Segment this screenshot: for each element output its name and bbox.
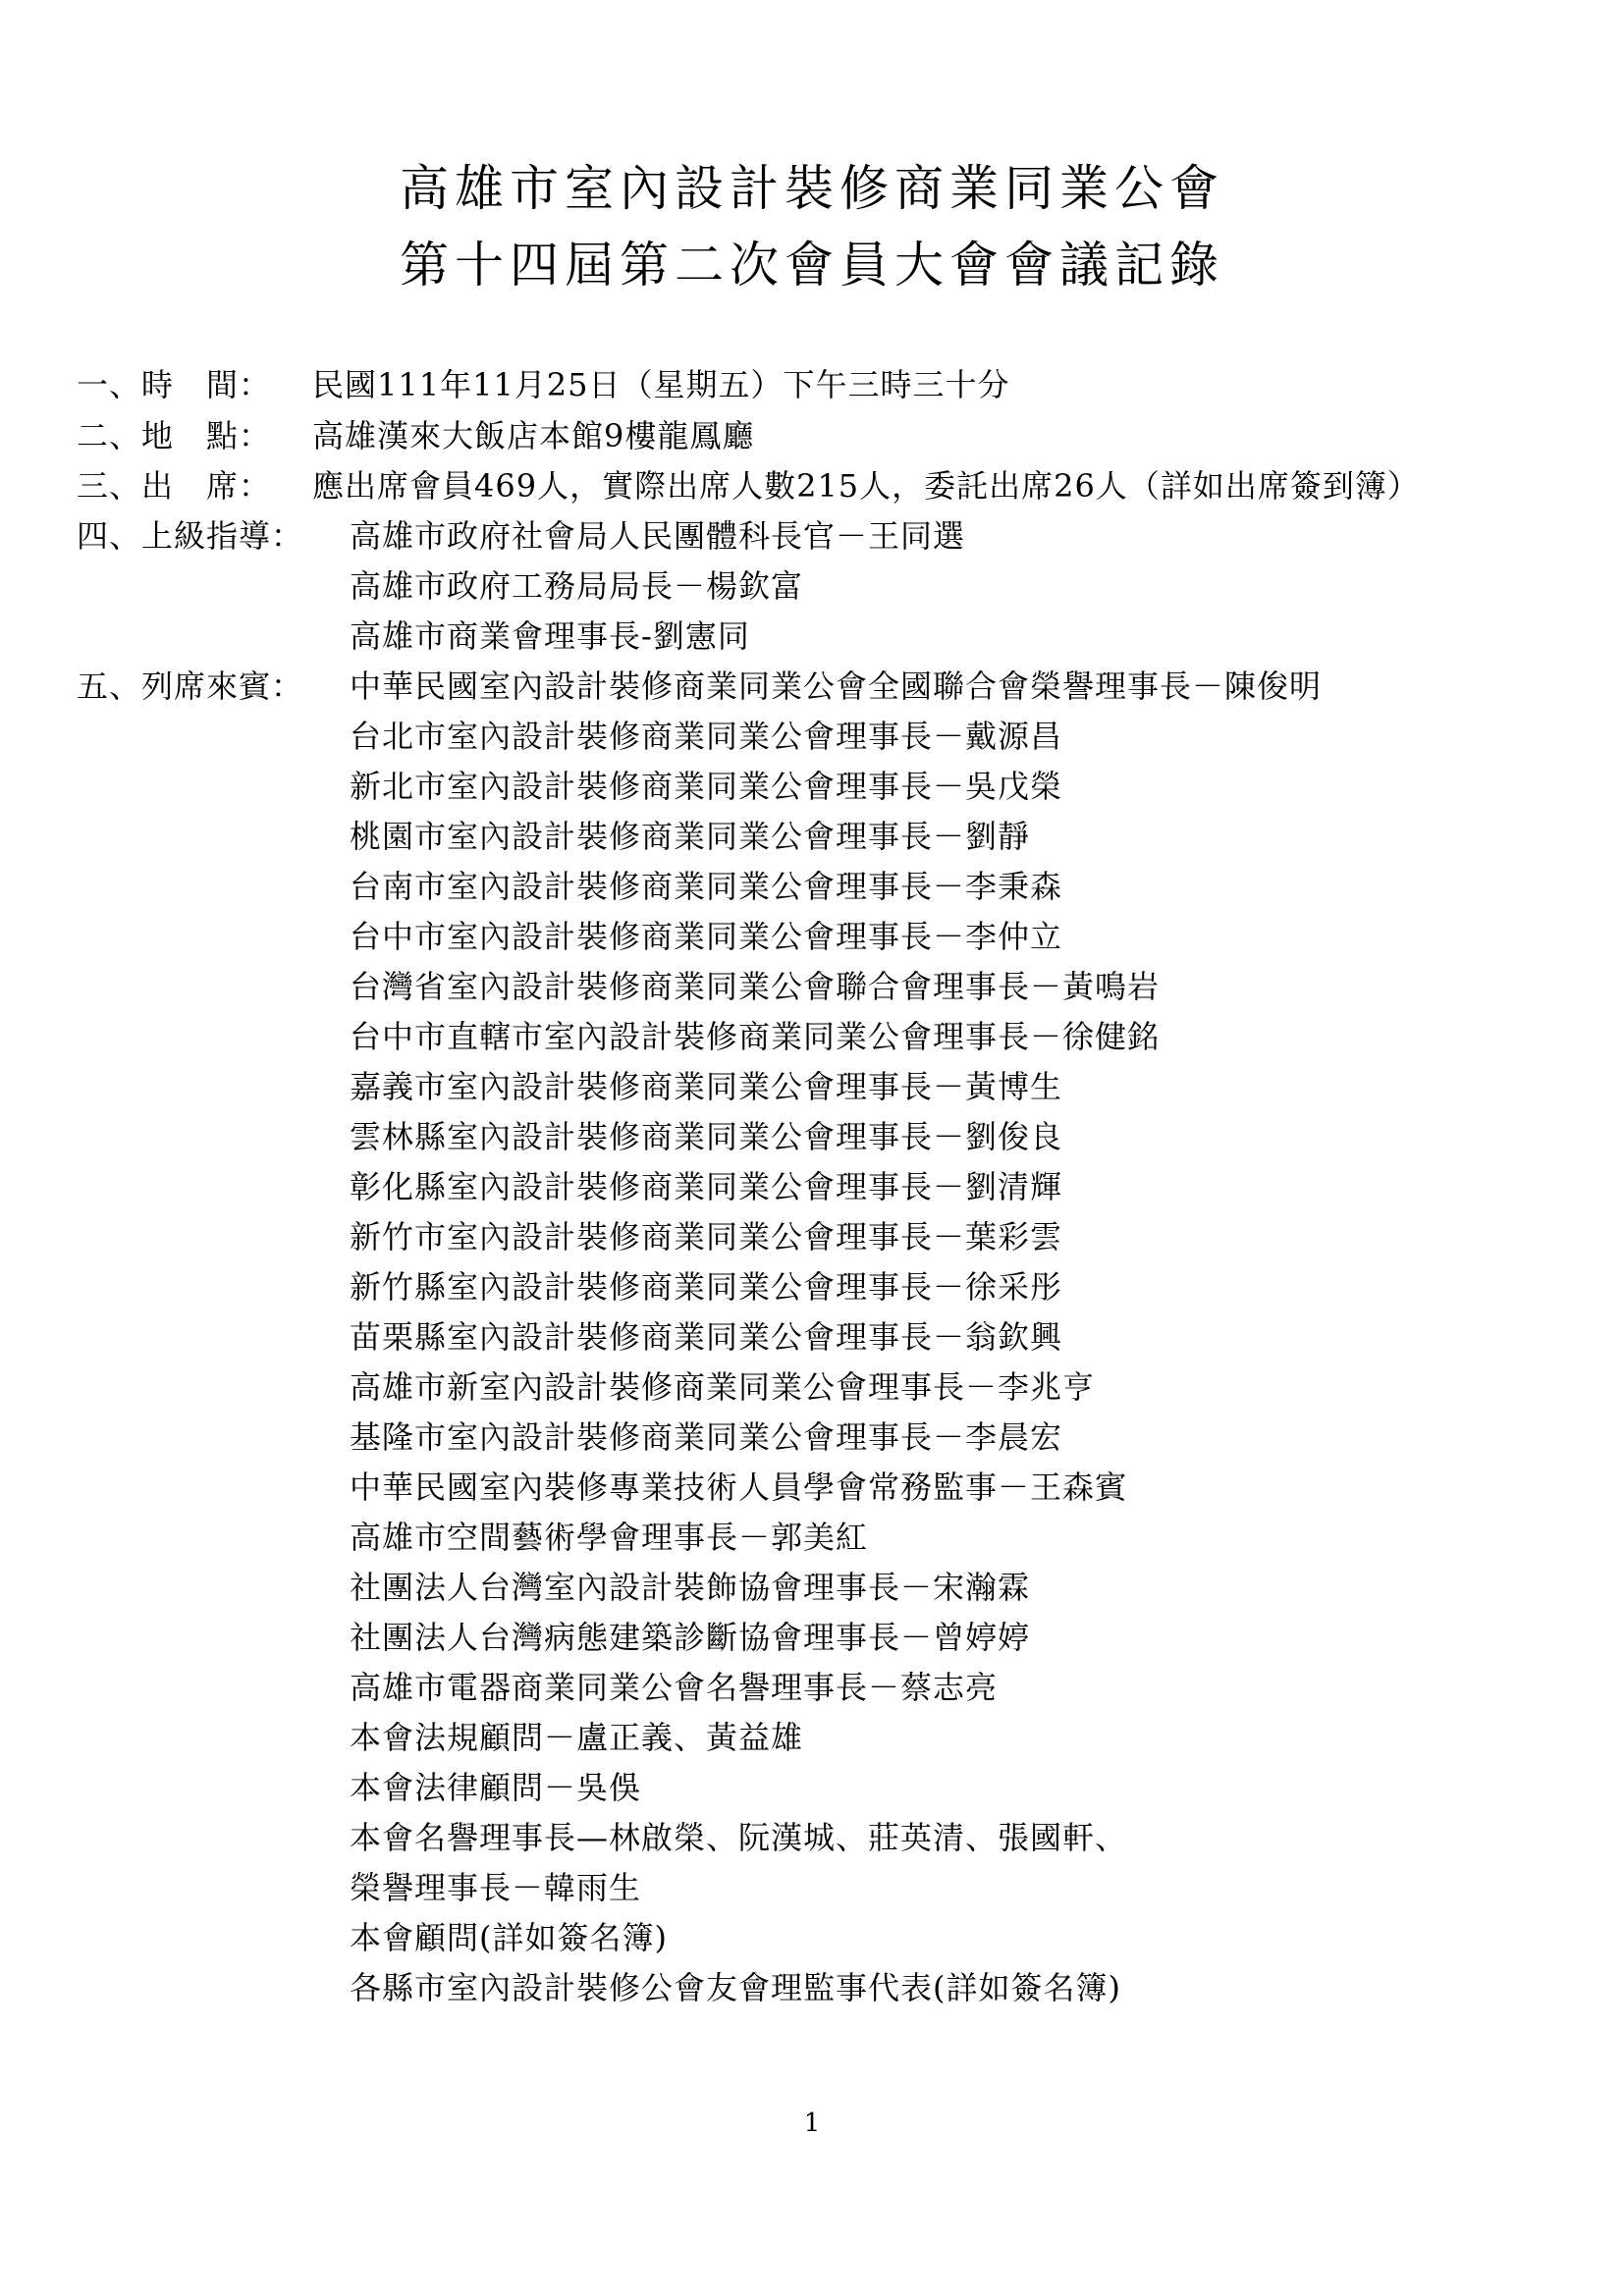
guidance-entry: 高雄市政府社會局人民團體科長官－王同選 <box>350 517 966 555</box>
guest-entry: 基隆市室內設計裝修商業同業公會理事長－李晨宏 <box>350 1418 1063 1456</box>
guidance-entry: 高雄市政府工務局局長－楊欽富 <box>350 567 804 605</box>
meeting-attendance-value: 應出席會員469人，實際出席人數215人，委託出席26人（詳如出席簽到簿） <box>312 467 1420 505</box>
guest-entry: 高雄市新室內設計裝修商業同業公會理事長－李兆亨 <box>350 1368 1096 1406</box>
guest-entry: 本會名譽理事長—林啟榮、阮漢城、莊英清、張國軒、 <box>350 1819 1128 1856</box>
guest-entry: 榮譽理事長－韓雨生 <box>350 1869 642 1906</box>
guest-entry: 本會法律顧問－吳俁 <box>350 1769 642 1806</box>
guest-entry: 雲林縣室內設計裝修商業同業公會理事長－劉俊良 <box>350 1118 1063 1155</box>
guest-entry: 本會顧問(詳如簽名簿) <box>350 1919 668 1956</box>
meeting-time-value: 民國111年11月25日（星期五）下午三時三十分 <box>312 366 1010 403</box>
guest-entry: 高雄市空間藝術學會理事長－郭美紅 <box>350 1519 869 1556</box>
meeting-attendance-label: 三、出 席： <box>77 467 272 505</box>
guest-entry: 新北市室內設計裝修商業同業公會理事長－吳戊榮 <box>350 768 1063 805</box>
document-title-line-1: 高雄市室內設計裝修商業同業公會 <box>400 160 1224 217</box>
guest-entry: 台中市室內設計裝修商業同業公會理事長－李仲立 <box>350 918 1063 955</box>
guest-entry: 中華民國室內裝修專業技術人員學會常務監事－王森賓 <box>350 1468 1128 1506</box>
guest-entry: 台中市直轄市室內設計裝修商業同業公會理事長－徐健銘 <box>350 1018 1161 1055</box>
document-title-line-2: 第十四屆第二次會員大會會議記錄 <box>400 237 1224 294</box>
guest-entry: 台灣省室內設計裝修商業同業公會聯合會理事長－黃鳴岩 <box>350 968 1161 1005</box>
guest-entry: 台南市室內設計裝修商業同業公會理事長－李秉森 <box>350 868 1063 905</box>
guest-entry: 高雄市電器商業同業公會名譽理事長－蔡志亮 <box>350 1669 999 1706</box>
page-number: 1 <box>803 2109 821 2138</box>
guest-entry: 苗栗縣室內設計裝修商業同業公會理事長－翁欽興 <box>350 1318 1063 1356</box>
meeting-location-value: 高雄漢來大飯店本館9樓龍鳳廳 <box>312 417 755 454</box>
meeting-time-label: 一、時 間： <box>77 366 272 403</box>
guest-entry: 社團法人台灣室內設計裝飾協會理事長－宋瀚霖 <box>350 1569 1031 1606</box>
guest-entry: 本會法規顧問－盧正義、黃益雄 <box>350 1719 804 1756</box>
meeting-location-label: 二、地 點： <box>77 417 272 454</box>
guest-entry: 新竹市室內設計裝修商業同業公會理事長－葉彩雲 <box>350 1218 1063 1255</box>
guest-entry: 社團法人台灣病態建築診斷協會理事長－曾婷婷 <box>350 1619 1031 1656</box>
guest-entry: 彰化縣室內設計裝修商業同業公會理事長－劉清輝 <box>350 1168 1063 1205</box>
guest-entry: 中華民國室內設計裝修商業同業公會全國聯合會榮譽理事長－陳俊明 <box>350 667 1323 705</box>
guest-entry: 桃園市室內設計裝修商業同業公會理事長－劉靜 <box>350 818 1031 855</box>
guest-entry: 各縣市室內設計裝修公會友會理監事代表(詳如簽名簿) <box>350 1969 1121 2006</box>
guests-label: 五、列席來賓： <box>77 667 304 705</box>
guest-entry: 嘉義市室內設計裝修商業同業公會理事長－黃博生 <box>350 1068 1063 1105</box>
guest-entry: 新竹縣室內設計裝修商業同業公會理事長－徐采彤 <box>350 1268 1063 1306</box>
guidance-entry: 高雄市商業會理事長-劉憲同 <box>350 617 750 655</box>
guest-entry: 台北市室內設計裝修商業同業公會理事長－戴源昌 <box>350 718 1063 755</box>
guidance-label: 四、上級指導： <box>77 517 304 555</box>
